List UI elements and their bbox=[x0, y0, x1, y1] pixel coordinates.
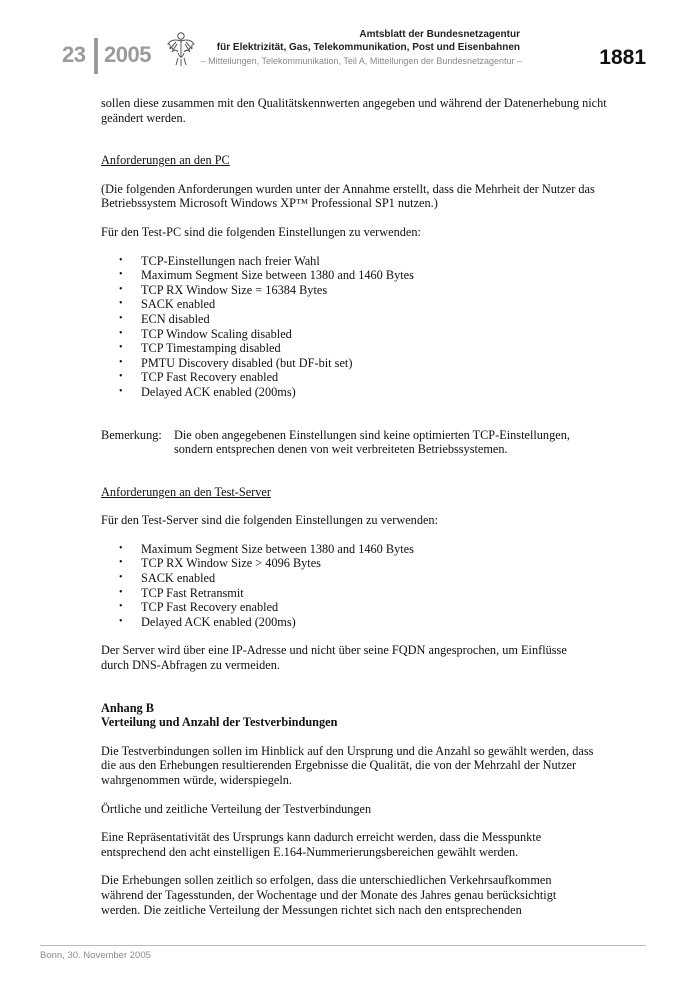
list-item: • TCP Fast Retransmit bbox=[119, 585, 244, 600]
remark-line: sondern entsprechen denen von weit verbreiteten Betriebssystemen. bbox=[174, 442, 508, 457]
pc-requirements-heading: Anforderungen an den PC bbox=[101, 153, 230, 168]
annex-title: Verteilung und Anzahl der Testverbindungen bbox=[101, 715, 338, 730]
pc-settings-list bbox=[101, 254, 621, 400]
list-item: • TCP RX Window Size = 16384 Bytes bbox=[119, 282, 328, 297]
list-item: • ECN disabled bbox=[119, 311, 210, 326]
list-item: • Delayed ACK enabled (200ms) bbox=[119, 614, 296, 629]
pc-note-line: Betriebssystem Microsoft Windows XP™ Professional SP1 nutzen.) bbox=[101, 196, 438, 211]
list-item: • TCP-Einstellungen nach freier Wahl bbox=[119, 253, 320, 268]
page-body bbox=[101, 96, 621, 917]
distribution-paragraph-line: Eine Repräsentativität des Ursprungs kann dadurch erreicht werden, dass die Messpunkte bbox=[101, 830, 542, 845]
server-settings-intro: Für den Test-Server sind die folgenden Einstellungen zu verwenden: bbox=[101, 513, 438, 528]
gazette-subtitle: – Mitteilungen, Telekommunikation, Teil A, Mitteilungen der Bundesnetzagentur – bbox=[200, 56, 522, 66]
list-item: • Maximum Segment Size between 1380 and 1460 Bytes bbox=[119, 541, 414, 556]
server-note-line: durch DNS-Abfragen zu vermeiden. bbox=[101, 658, 280, 673]
list-item: • TCP Fast Recovery enabled bbox=[119, 370, 279, 385]
list-item: • SACK enabled bbox=[119, 571, 216, 586]
distribution-paragraph-line: werden. Die zeitliche Verteilung der Messungen richtet sich nach den entsprechenden bbox=[101, 902, 522, 917]
remark-block bbox=[101, 428, 621, 457]
issue-year: 2005 bbox=[104, 42, 151, 67]
footer-date: Bonn, 30. November 2005 bbox=[40, 950, 151, 961]
gazette-title-line1: Amtsblatt der Bundesnetzagentur bbox=[359, 29, 520, 40]
list-item: • TCP RX Window Size > 4096 Bytes bbox=[119, 556, 321, 571]
server-note-line: Der Server wird über eine IP-Adresse und nicht über seine FQDN angesprochen, um Einflüsse bbox=[101, 643, 567, 658]
pc-settings-intro: Für den Test-PC sind die folgenden Einstellungen zu verwenden: bbox=[101, 224, 421, 239]
pc-note-line: (Die folgenden Anforderungen wurden unter der Annahme erstellt, dass die Mehrheit der Nutzer das bbox=[101, 181, 595, 196]
gazette-title bbox=[200, 28, 520, 54]
list-item: • SACK enabled bbox=[119, 297, 216, 312]
distribution-paragraph-line: entsprechend den acht einstelligen E.164-Nummerierungsbereichen gewählt werden. bbox=[101, 844, 519, 859]
page-number: 1881 bbox=[599, 46, 646, 69]
list-item: • Delayed ACK enabled (200ms) bbox=[119, 384, 296, 399]
list-item: • TCP Timestamping disabled bbox=[119, 341, 281, 356]
list-item: • PMTU Discovery disabled (but DF-bit set) bbox=[119, 355, 353, 370]
list-item: • Maximum Segment Size between 1380 and 1460 Bytes bbox=[119, 268, 414, 283]
remark-line: Die oben angegebenen Einstellungen sind keine optimierten TCP-Einstellungen, bbox=[174, 427, 570, 442]
footer-divider bbox=[40, 945, 646, 946]
annex-paragraph-line: wahrgenommen würde, widerspiegeln. bbox=[101, 773, 293, 787]
server-requirements-heading: Anforderungen an den Test-Server bbox=[101, 484, 271, 499]
server-settings-list bbox=[101, 542, 621, 630]
distribution-heading: Örtliche und zeitliche Verteilung der Testverbindungen bbox=[101, 801, 372, 816]
list-item: • TCP Fast Recovery enabled bbox=[119, 600, 279, 615]
annex-paragraph-line: die aus den Erhebungen resultierenden Ergebnisse die Qualität, die von der Mehrzahl der Nutzer bbox=[101, 758, 577, 773]
annex-paragraph-line: Die Testverbindungen sollen im Hinblick auf den Ursprung und die Anzahl so gewählt werden, dass bbox=[101, 743, 594, 758]
list-item: • TCP Window Scaling disabled bbox=[119, 326, 292, 341]
remark-text bbox=[174, 428, 621, 457]
distribution-paragraph-line: während der Tagesstunden, der Wochentage und der Monate des Jahres genau berücksichtigt bbox=[101, 887, 557, 902]
intro-line: sollen diese zusammen mit den Qualitätskennwerten angegeben und während der Datenerhebung nicht bbox=[101, 96, 607, 110]
intro-line: geändert werden. bbox=[101, 110, 186, 125]
remark-label: Bemerkung: bbox=[101, 427, 162, 442]
gazette-title-line2: für Elektrizität, Gas, Telekommunikation, Post und Eisenbahnen bbox=[216, 42, 520, 53]
annex-label: Anhang B bbox=[101, 700, 154, 715]
distribution-paragraph-line: Die Erhebungen sollen zeitlich so erfolgen, dass die unterschiedlichen Verkehrsaufkommen bbox=[101, 873, 552, 888]
issue-number: 23 bbox=[62, 42, 86, 67]
issue-divider bbox=[94, 38, 98, 74]
